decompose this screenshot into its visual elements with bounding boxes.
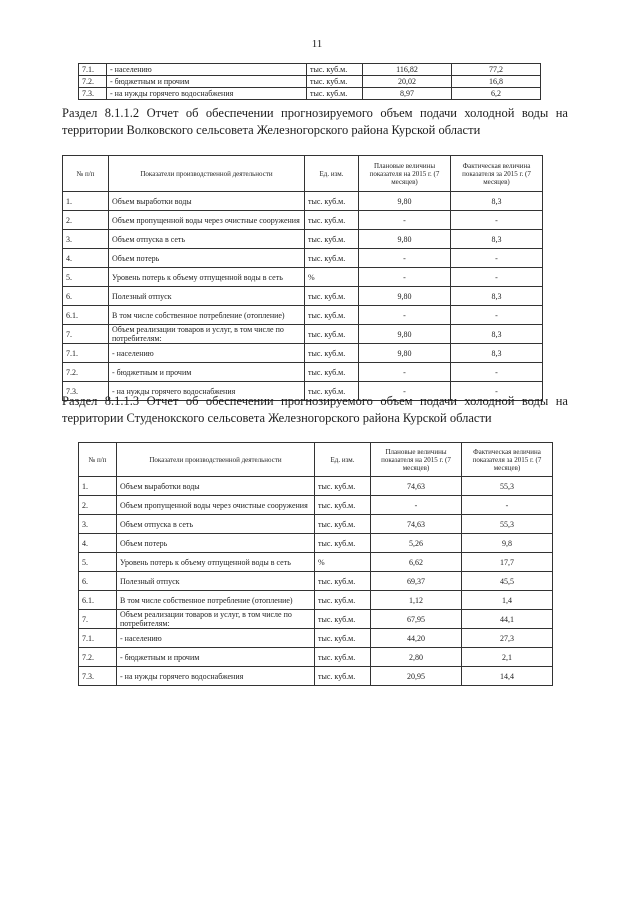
table-row [79,534,553,553]
row-plan-value: - [359,306,451,325]
row-fact-value: - [451,249,543,268]
row-indicator: В том числе собственное потребление (отопление) [109,306,305,325]
row-fact-value: 55,3 [462,477,553,496]
row-number: 7. [79,610,117,629]
header-fact: Фактическая величина показателя за 2015 г. (7 месяцев) [462,443,553,477]
row-number: 3. [63,230,109,249]
row-fact-value: 8,3 [451,192,543,211]
row-fact-value: 55,3 [462,515,553,534]
row-number: 7.2. [79,648,117,667]
row-unit: % [305,268,359,287]
row-indicator: - населению [107,64,307,76]
row-indicator: Полезный отпуск [109,287,305,306]
row-unit: тыс. куб.м. [315,496,371,515]
row-fact-value: 6,2 [452,88,541,100]
row-fact-value: 1,4 [462,591,553,610]
table-row [79,515,553,534]
row-plan-value: 2,80 [371,648,462,667]
table-row [79,610,553,629]
row-number: 2. [79,496,117,515]
row-unit: тыс. куб.м. [305,325,359,344]
row-number: 5. [79,553,117,572]
row-unit: тыс. куб.м. [307,88,363,100]
row-unit: тыс. куб.м. [305,344,359,363]
header-num: № п/п [79,443,117,477]
table-row [63,287,543,306]
row-plan-value: 8,97 [363,88,452,100]
row-indicator: Объем потерь [109,249,305,268]
continuation-table [78,63,541,100]
table-row [79,629,553,648]
row-indicator: - населению [117,629,315,648]
row-plan-value: - [371,496,462,515]
row-unit: тыс. куб.м. [315,667,371,686]
row-indicator: Объем пропущенной воды через очистные сооружения [109,211,305,230]
row-indicator: В том числе собственное потребление (отопление) [117,591,315,610]
row-indicator: - на нужды горячего водоснабжения [117,667,315,686]
header-indicator: Показатели производственной деятельности [117,443,315,477]
row-plan-value: - [359,382,451,401]
row-number: 7.3. [79,667,117,686]
row-unit: тыс. куб.м. [307,76,363,88]
table-row [63,230,543,249]
row-fact-value: 8,3 [451,287,543,306]
row-indicator: - бюджетным и прочим [117,648,315,667]
row-fact-value: - [451,382,543,401]
row-unit: тыс. куб.м. [315,534,371,553]
header-unit: Ед. изм. [315,443,371,477]
row-unit: тыс. куб.м. [315,610,371,629]
row-number: 7.2. [63,363,109,382]
row-unit: тыс. куб.м. [315,477,371,496]
row-indicator: - на нужды горячего водоснабжения [109,382,305,401]
row-number: 6.1. [63,306,109,325]
row-number: 6. [63,287,109,306]
row-fact-value: 8,3 [451,325,543,344]
row-indicator: Уровень потерь к объему отпущенной воды в сеть [109,268,305,287]
row-number: 7.3. [63,382,109,401]
row-indicator: - бюджетным и прочим [109,363,305,382]
row-unit: тыс. куб.м. [315,591,371,610]
row-number: 4. [63,249,109,268]
row-plan-value: 44,20 [371,629,462,648]
row-unit: тыс. куб.м. [305,192,359,211]
row-fact-value: 8,3 [451,230,543,249]
table-row [63,268,543,287]
row-indicator: - населению [109,344,305,363]
row-number: 2. [63,211,109,230]
row-indicator: Объем реализации товаров и услуг, в том числе по потребителям: [109,325,305,344]
row-number: 4. [79,534,117,553]
row-unit: тыс. куб.м. [315,515,371,534]
row-indicator: Объем отпуска в сеть [117,515,315,534]
row-unit: % [315,553,371,572]
row-unit: тыс. куб.м. [315,648,371,667]
row-fact-value: - [451,268,543,287]
row-plan-value: 20,95 [371,667,462,686]
row-fact-value: 14,4 [462,667,553,686]
row-number: 1. [63,192,109,211]
table-row [79,591,553,610]
table-row [79,648,553,667]
row-fact-value: 44,1 [462,610,553,629]
row-plan-value: 9,80 [359,230,451,249]
row-plan-value: 9,80 [359,192,451,211]
header-num: № п/п [63,156,109,192]
row-number: 7.1. [79,64,107,76]
table-row [79,496,553,515]
header-plan: Плановые величины показателя на 2015 г. (7 месяцев) [371,443,462,477]
row-indicator: Объем реализации товаров и услуг, в том числе по потребителям: [117,610,315,629]
row-unit: тыс. куб.м. [305,287,359,306]
header-plan: Плановые величины показателя на 2015 г. (7 месяцев) [359,156,451,192]
row-plan-value: 74,63 [371,477,462,496]
row-indicator: - бюджетным и прочим [107,76,307,88]
row-plan-value: - [359,363,451,382]
row-number: 7.2. [79,76,107,88]
row-plan-value: 5,26 [371,534,462,553]
row-plan-value: - [359,211,451,230]
studenoksky-water-table [78,442,553,686]
row-plan-value: 20,02 [363,76,452,88]
row-unit: тыс. куб.м. [305,230,359,249]
row-plan-value: 9,80 [359,325,451,344]
table-row [63,249,543,268]
row-fact-value: - [451,211,543,230]
header-fact: Фактическая величина показателя за 2015 г. (7 месяцев) [451,156,543,192]
header-unit: Ед. изм. [305,156,359,192]
row-unit: тыс. куб.м. [307,64,363,76]
table-row [79,64,541,76]
row-number: 7.1. [79,629,117,648]
row-plan-value: 69,37 [371,572,462,591]
row-number: 6.1. [79,591,117,610]
row-fact-value: 2,1 [462,648,553,667]
row-number: 5. [63,268,109,287]
row-fact-value: 27,3 [462,629,553,648]
row-fact-value: 17,7 [462,553,553,572]
row-number: 1. [79,477,117,496]
section-heading-8-1-1-3: Раздел 8.1.1.3 Отчет об обеспечении прогнозируемого объем подачи холодной воды на территории Студенокского сельсовета Железногорского района Курской области [62,394,568,425]
table-row [63,325,543,344]
row-unit: тыс. куб.м. [305,382,359,401]
section-heading-8-1-1-2: Раздел 8.1.1.2 Отчет об обеспечении прогнозируемого объем подачи холодной воды на территории Волковского сельсовета Железногорского района Курской области [62,106,568,137]
volkovsky-water-table [62,155,543,401]
row-plan-value: 9,80 [359,344,451,363]
row-plan-value: 74,63 [371,515,462,534]
row-unit: тыс. куб.м. [305,211,359,230]
row-fact-value: 16,8 [452,76,541,88]
row-indicator: Объем выработки воды [117,477,315,496]
table-row [63,211,543,230]
row-plan-value: 116,82 [363,64,452,76]
table-row [79,667,553,686]
row-plan-value: - [359,268,451,287]
table-row [79,553,553,572]
row-fact-value: - [451,363,543,382]
row-indicator: Объем потерь [117,534,315,553]
row-fact-value: 45,5 [462,572,553,591]
row-unit: тыс. куб.м. [305,306,359,325]
row-plan-value: 1,12 [371,591,462,610]
row-number: 7.3. [79,88,107,100]
row-number: 7. [63,325,109,344]
row-plan-value: - [359,249,451,268]
row-plan-value: 67,95 [371,610,462,629]
header-indicator: Показатели производственной деятельности [109,156,305,192]
row-number: 7.1. [63,344,109,363]
row-indicator: Полезный отпуск [117,572,315,591]
row-fact-value: - [462,496,553,515]
row-plan-value: 9,80 [359,287,451,306]
row-unit: тыс. куб.м. [315,572,371,591]
table-row [79,88,541,100]
row-fact-value: 9,8 [462,534,553,553]
row-indicator: - на нужды горячего водоснабжения [107,88,307,100]
row-indicator: Объем пропущенной воды через очистные сооружения [117,496,315,515]
row-plan-value: 6,62 [371,553,462,572]
table-row [63,192,543,211]
row-number: 3. [79,515,117,534]
row-fact-value: - [451,306,543,325]
row-indicator: Объем выработки воды [109,192,305,211]
row-number: 6. [79,572,117,591]
row-indicator: Объем отпуска в сеть [109,230,305,249]
table-row [79,76,541,88]
row-unit: тыс. куб.м. [315,629,371,648]
row-unit: тыс. куб.м. [305,363,359,382]
row-fact-value: 77,2 [452,64,541,76]
row-unit: тыс. куб.м. [305,249,359,268]
table-row [63,344,543,363]
table-row [79,572,553,591]
row-indicator: Уровень потерь к объему отпущенной воды в сеть [117,553,315,572]
page-number: 11 [311,38,323,50]
table-row [63,363,543,382]
row-fact-value: 8,3 [451,344,543,363]
table-row [63,306,543,325]
table-row [79,477,553,496]
